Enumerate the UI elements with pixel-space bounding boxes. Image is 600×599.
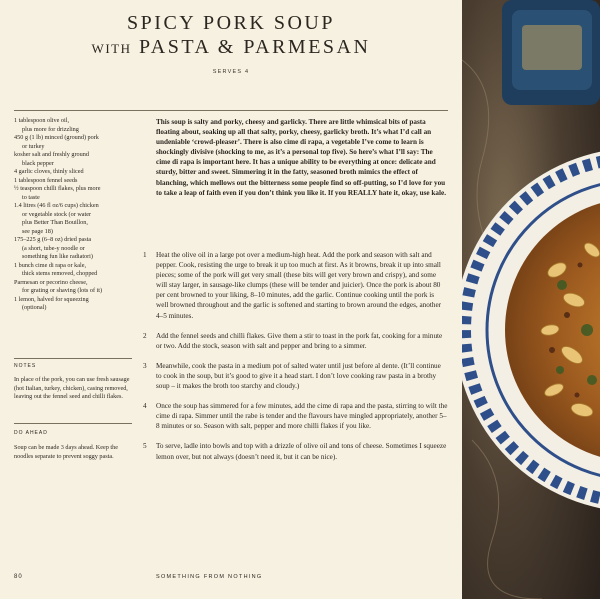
ingredient-line: 1 bunch cime di rapa or kale, (14, 261, 86, 269)
step-number: 2 (143, 331, 147, 340)
method-steps (143, 250, 448, 472)
header-divider (14, 110, 448, 111)
ingredient-continuation: for grating or shaving (lots of it) (22, 287, 103, 294)
ingredient-line: ½ teaspoon chilli flakes, plus more (14, 185, 101, 192)
notes-divider (14, 358, 132, 359)
ingredient-line: 450 g (1 lb) minced (ground) pork (14, 134, 99, 141)
ingredient-item (14, 236, 132, 262)
ingredient-item (14, 296, 132, 313)
ingredient-item (14, 279, 132, 296)
serves-label: SERVES 4 (212, 69, 250, 75)
ingredient-continuation: to taste (22, 193, 40, 201)
ingredient-continuation: plus Better Than Bouillon, (22, 219, 88, 226)
method-step (143, 441, 448, 461)
ingredient-line: kosher salt and freshly ground (14, 151, 89, 158)
step-number: 5 (143, 442, 147, 451)
ingredient-continuation: black pepper (22, 159, 54, 167)
do-ahead-divider (14, 423, 132, 424)
title-line-1: SPICY PORK SOUP (127, 12, 335, 34)
step-text: Add the fennel seeds and chilli flakes. Give them a stir to toast in the pork fat, cooking for a minute or two. Add the stock, season with salt and pepper and bring to a simmer. (156, 331, 443, 350)
ingredient-item (14, 177, 132, 186)
title-line-2 (0, 36, 462, 59)
ingredient-line: 1.4 litres (46 fl oz/6 cups) chicken (14, 202, 99, 209)
ingredient-item (14, 151, 132, 168)
ingredient-item (14, 134, 132, 151)
ingredient-line: 1 tablespoon olive oil, (14, 117, 69, 124)
method-step (143, 250, 448, 321)
step-number: 1 (143, 251, 147, 259)
ingredient-continuation: or vegetable stock (or water (22, 210, 92, 218)
section-title: SOMETHING FROM NOTHING (156, 574, 263, 580)
notes-text: In place of the pork, you can use fresh sausage (hot Italian, turkey, chicken), casing removed, leaving out the fennel seed and chilli flakes. (14, 376, 130, 400)
method-step (143, 331, 448, 351)
ingredient-list (14, 117, 132, 313)
ingredient-continuation: plus more for drizzling (22, 125, 79, 133)
notes-heading: NOTES (14, 363, 37, 369)
ingredient-continuation: see page 18) (22, 227, 53, 235)
ingredient-item (14, 117, 132, 134)
title-main: PASTA & PARMESAN (138, 36, 371, 58)
recipe-intro: This soup is salty and porky, cheesy and garlicky. There are little whimsical bits of pasta floating about, soaking up all that salty, porky, cheesy, garlicky broth. It’s what I’d call an undeniable ‘crowd-pleaser’. There is also cime di rapa, a vegetable I’ve come to learn is shockingly divisive (shocking to me, as it’s a personal top five). So here’s what I’ll say: The cime di rapa is important here. It has a unique ability to be everything at once: delicate and sturdy, bitter and sweet. Simmering it in the fatty, seasoned broth mimics the effect of blanching, which mellows out the bitterness some people find so off-putting, so I’d love for you to take a leap of faith even if you don’t think you like it. If you REALLY hate it, okay, use kale. (156, 118, 446, 197)
ingredient-line: Parmesan or pecorino cheese, (14, 278, 88, 286)
ingredient-item (14, 202, 132, 236)
ingredient-line: 1 tablespoon fennel seeds (14, 176, 78, 184)
ingredient-line: 175–225 g (6–8 oz) dried pasta (14, 236, 92, 243)
page-number: 80 (14, 574, 23, 580)
title-with: WITH (91, 41, 132, 56)
do-ahead-heading: DO AHEAD (14, 430, 48, 436)
step-number: 3 (143, 361, 147, 370)
ingredient-line: 4 garlic cloves, thinly sliced (14, 168, 84, 175)
step-text: Heat the olive oil in a large pot over a medium-high heat. Add the pork and season with salt and pepper. Cook, resisting the urge to break it up too much at first. As it browns, break it up into small pieces; some of the pork will get very small (these bits will get very brown and crispy), and some will stay larger, in sausage-like clumps (these will be tender and juicier). Once the pork is about 80 per cent browned to your liking, 8–10 minutes, add the garlic. Continue cooking until the pork is well browned throughout and the garlic is softened and starting to brown around the edges, another 4–5 minutes. (156, 251, 442, 320)
ingredient-continuation: or turkey (22, 142, 45, 150)
ingredient-continuation: (a short, tube-y noodle or (22, 244, 85, 252)
step-text: To serve, ladle into bowls and top with a drizzle of olive oil and tons of cheese. Sometimes I squeeze lemon over, but not always (doesn’t need it, but it can be nice). (156, 442, 447, 461)
soup-photo (462, 0, 600, 599)
soup-bowl-image (462, 0, 600, 599)
ingredient-line: 1 lemon, halved for squeezing (14, 295, 89, 303)
step-number: 4 (143, 402, 147, 411)
ingredient-continuation: something fun like radiatori) (22, 253, 93, 260)
ingredient-item (14, 185, 132, 202)
ingredient-continuation: (optional) (22, 304, 47, 311)
method-step (143, 361, 448, 391)
ingredient-continuation: thick stems removed, chopped (22, 270, 98, 277)
method-step (143, 401, 448, 431)
ingredient-item (14, 262, 132, 279)
recipe-title (0, 12, 462, 75)
do-ahead-text: Soup can be made 3 days ahead. Keep the noodles separate to prevent soggy pasta. (14, 444, 118, 460)
step-text: Meanwhile, cook the pasta in a medium pot of salted water until just before al dente. (It’ll continue to cook in the soup, but it’s good to give it a head start. I don’t love cooking raw pasta in a brothy soup – it makes the broth too starchy and cloudy.) (156, 361, 441, 391)
step-text: Once the soup has simmered for a few minutes, add the cime di rapa and the pasta, stirring to wilt the cime di rapa. Simmer until the rabe is tender and the flavours have mingled appropriately, another 5–8 minutes or so. Season with salt, pepper and more chilli flakes if you like. (156, 402, 448, 431)
ingredient-item (14, 168, 132, 177)
